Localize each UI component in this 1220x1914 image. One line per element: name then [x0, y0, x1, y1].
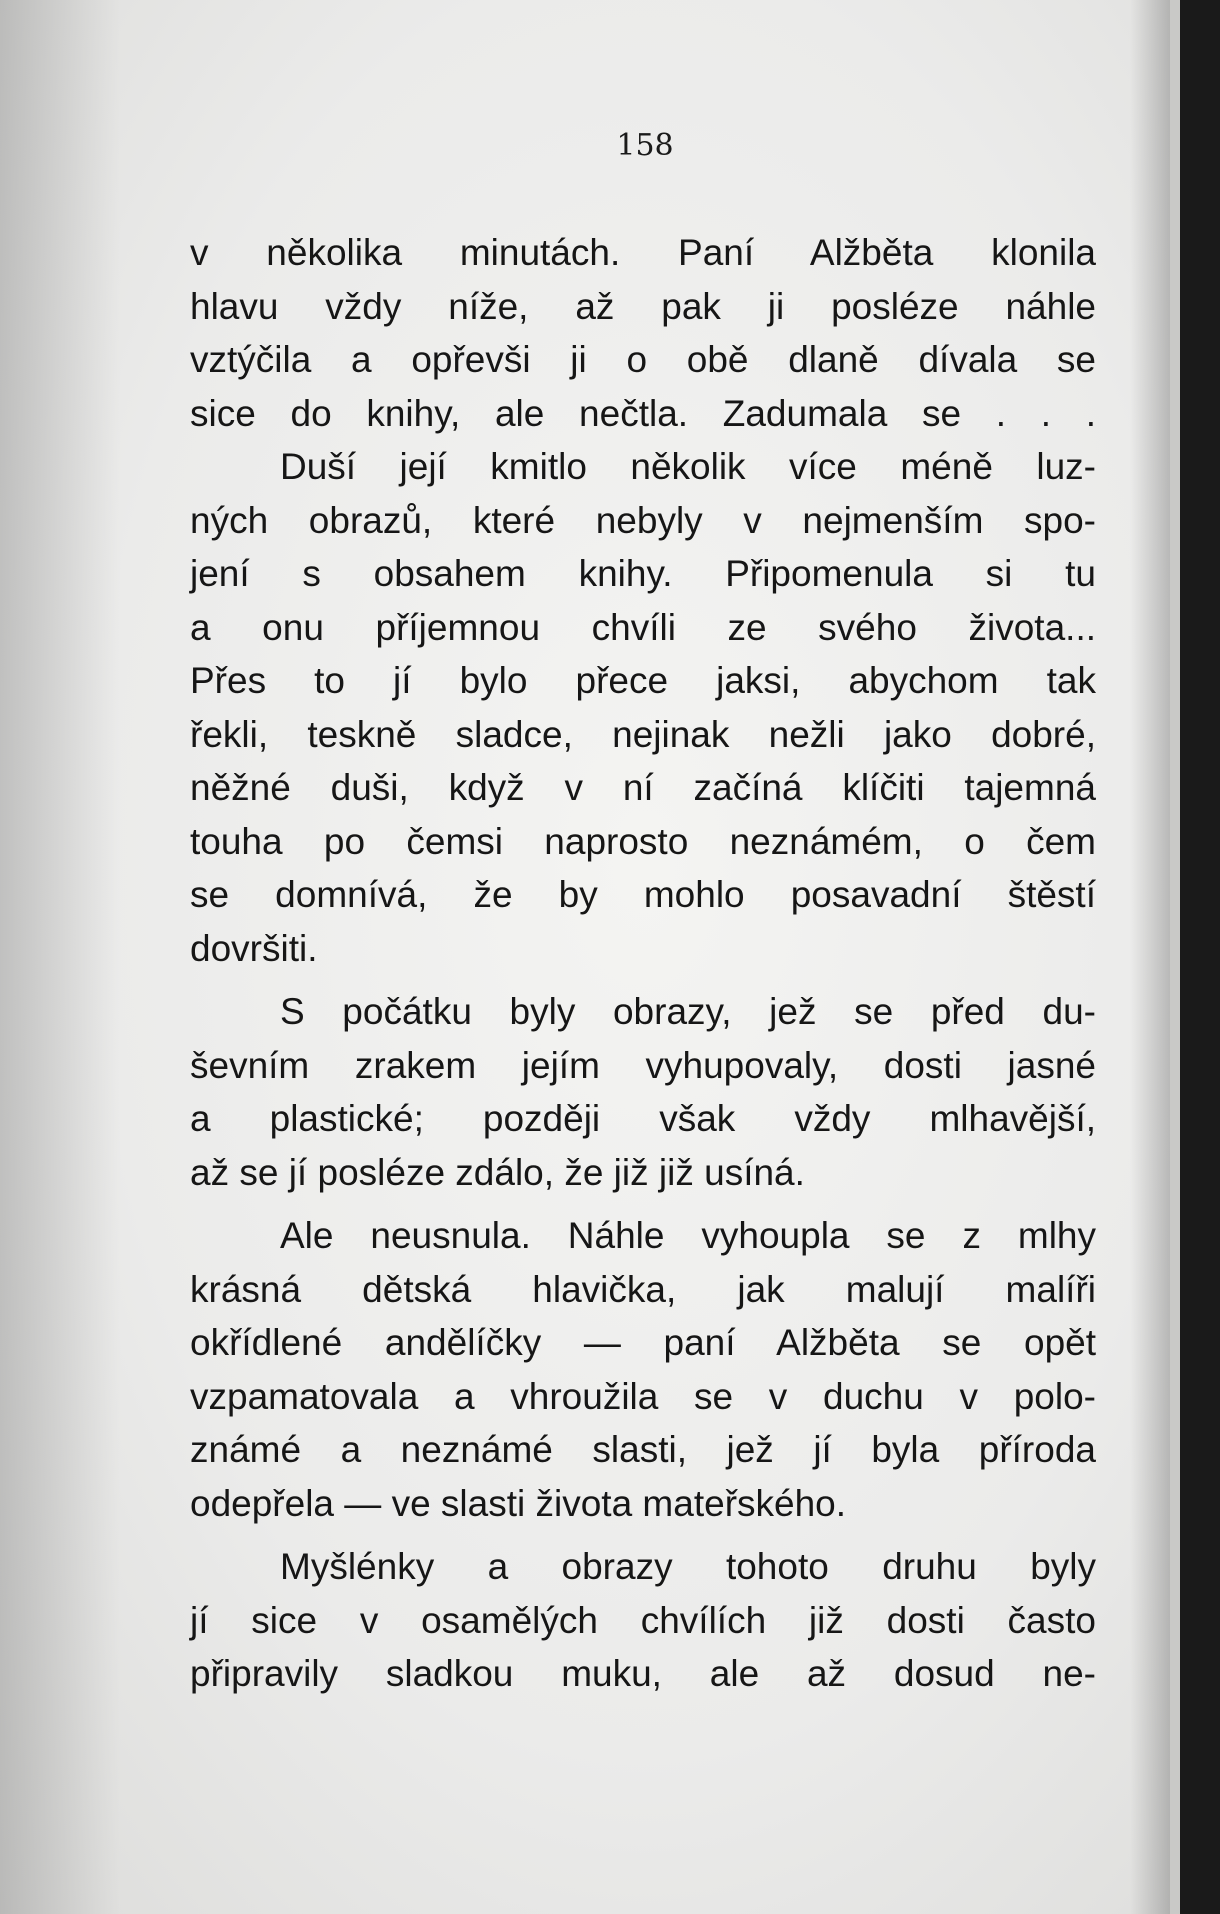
text-line: Myšlénky a obrazy tohoto druhu byly: [280, 1546, 1096, 1587]
text-line: se domnívá, že by mohlo posavadní štěstí: [190, 874, 1096, 915]
text-line: S počátku byly obrazy, jež se před du-: [280, 991, 1096, 1032]
body-text: [190, 226, 1096, 1701]
text-line: něžné duši, když v ní začíná klíčiti tajemná: [190, 767, 1096, 808]
text-line: známé a neznámé slasti, jež jí byla příroda: [190, 1429, 1096, 1470]
text-line: vztýčila a opřevši ji o obě dlaně dívala se: [190, 339, 1096, 380]
text-line: touha po čemsi naprosto neznámém, o čem: [190, 820, 1096, 862]
text-line: odepřela — ve slasti života mateřského.: [190, 1482, 847, 1524]
text-line: řekli, teskně sladce, nejinak nežli jako dobré,: [190, 713, 1096, 755]
text-line: Ale neusnula. Náhle vyhoupla se z mlhy: [280, 1215, 1096, 1256]
text-line: v několika minutách. Paní Alžběta klonila: [190, 232, 1096, 273]
text-line: připravily sladkou muku, ale až dosud ne-: [190, 1653, 1096, 1694]
paragraph-3: [190, 985, 1096, 1199]
text-line: Přes to jí bylo přece jaksi, abychom tak: [190, 660, 1096, 701]
text-line: Duší její kmitlo několik více méně luz-: [280, 446, 1096, 487]
page-edge: [1170, 0, 1180, 1914]
text-line: hlavu vždy níže, až pak ji posléze náhle: [190, 285, 1096, 327]
text-line: jí sice v osamělých chvílích již dosti často: [190, 1599, 1096, 1641]
text-line: a plastické; později však vždy mlhavější,: [190, 1098, 1096, 1139]
paragraph-2: [190, 440, 1096, 975]
text-line: a onu příjemnou chvíli ze svého života...: [190, 606, 1096, 648]
paragraph-4: [190, 1209, 1096, 1530]
page-number: 158: [616, 128, 674, 163]
text-line: vzpamatovala a vhroužila se v duchu v polo-: [190, 1375, 1096, 1417]
text-line: okřídlené andělíčky — paní Alžběta se opět: [190, 1322, 1096, 1363]
text-line: jení s obsahem knihy. Připomenula si tu: [190, 553, 1096, 594]
text-line: krásná dětská hlavička, jak malují malíři: [190, 1268, 1096, 1310]
paragraph-1: [190, 226, 1096, 440]
text-line: dovršiti.: [190, 927, 318, 969]
text-line: ševním zrakem jejím vyhupovaly, dosti jasné: [190, 1044, 1096, 1086]
text-line: až se jí posléze zdálo, že již již usíná.: [190, 1151, 805, 1193]
paragraph-5: [190, 1540, 1096, 1701]
text-line: ných obrazů, které nebyly v nejmenším spo-: [190, 499, 1096, 541]
text-line: sice do knihy, ale nečtla. Zadumala se . . .: [190, 392, 1096, 434]
